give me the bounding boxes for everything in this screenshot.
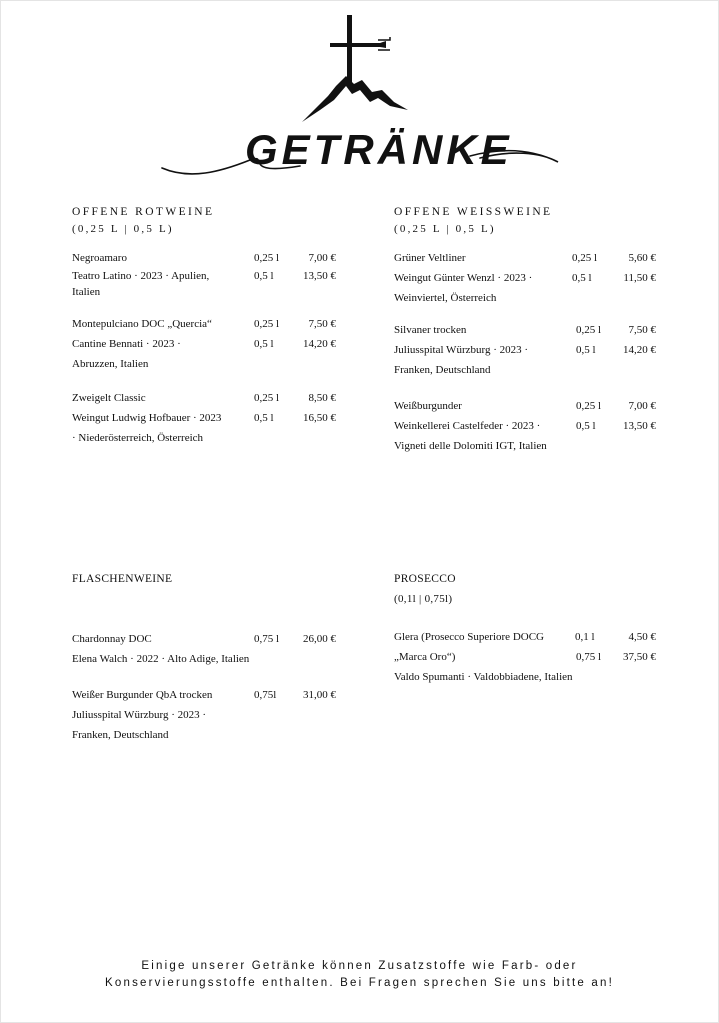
wine-price: 26,00 €: [303, 633, 336, 645]
wine-item: [72, 685, 336, 745]
cross-icon: [347, 15, 352, 85]
section-flaschenweine: [72, 571, 336, 761]
wine-price: 4,50 €: [628, 631, 656, 643]
wine-volume: 0,5 l: [576, 420, 596, 432]
wine-producer: Juliusspital Würzburg · 2023 ·: [394, 344, 529, 356]
section-title: OFFENE ROTWEINE: [72, 206, 215, 218]
wine-name-cont: „Marca Oro“): [394, 651, 456, 663]
wine-origin: Juliusspital Würzburg · 2023 · Franken, Deutschland: [72, 709, 207, 741]
wine-name: Glera (Prosecco Superiore DOCG: [394, 631, 544, 643]
wine-item: [72, 388, 336, 448]
section-sizes: (0,1l | 0,75l): [394, 593, 453, 605]
wine-producer: Weingut Günter Wenzl · 2023 ·: [394, 272, 533, 284]
wine-item: [394, 320, 656, 380]
wine-name: Silvaner trocken: [394, 324, 467, 336]
page-title: GETRÄNKE: [245, 126, 513, 173]
wine-name: Weißer Burgunder QbA trocken: [72, 689, 213, 701]
section-sizes: (0,25 L | 0,5 L): [72, 223, 174, 235]
wine-producer: Weingut Ludwig Hofbauer · 2023: [72, 412, 222, 424]
wine-price: 11,50 €: [623, 272, 656, 284]
wine-item: [394, 248, 656, 308]
footer-note: [0, 958, 719, 992]
wine-volume: 0,75 l: [576, 651, 602, 663]
wine-name: Chardonnay DOC: [72, 633, 152, 645]
wine-volume: 0,25 l: [254, 252, 280, 264]
wine-volume: 0,5 l: [572, 272, 592, 284]
wine-name: Montepulciano DOC „Quercia“: [72, 318, 212, 330]
wine-price: 7,50 €: [628, 324, 656, 336]
mountain-icon: [302, 76, 408, 122]
wine-volume: 0,25 l: [576, 400, 602, 412]
section-weissweine: [394, 204, 656, 472]
wine-item: [394, 627, 656, 687]
wine-volume: 0,75 l: [254, 633, 280, 645]
wine-volume: 0,25 l: [576, 324, 602, 336]
header-logo: [150, 10, 570, 185]
section-sizes: (0,25 L | 0,5 L): [394, 223, 496, 235]
wine-origin: Vigneti delle Dolomiti IGT, Italien: [394, 440, 547, 452]
wine-volume: 0,5 l: [254, 412, 274, 424]
wine-price: 16,50 €: [303, 412, 336, 424]
wine-producer: Cantine Bennati · 2023 ·: [72, 338, 181, 350]
section-title: FLASCHENWEINE: [72, 573, 173, 585]
wine-item: [394, 396, 656, 456]
wine-volume: 0,25 l: [572, 252, 598, 264]
footer-line: Einige unserer Getränke können Zusatzstoffe wie Farb- oder: [141, 960, 578, 972]
wine-price: 13,50 €: [303, 270, 336, 282]
wine-item: [72, 314, 336, 374]
wine-price: 7,00 €: [628, 400, 656, 412]
wine-item: [72, 629, 336, 669]
wine-producer: Teatro Latino · 2023 · Apulien,: [72, 270, 210, 282]
section-title: PROSECCO: [394, 573, 456, 585]
wine-name: Grüner Veltliner: [394, 252, 466, 264]
wine-volume: 0,5 l: [254, 270, 274, 282]
wine-price: 5,60 €: [628, 252, 656, 264]
wine-price: 8,50 €: [308, 392, 336, 404]
wine-origin: Weinviertel, Österreich: [394, 292, 497, 304]
wine-price: 14,20 €: [303, 338, 336, 350]
wine-name: Zweigelt Classic: [72, 392, 146, 404]
wine-origin: Italien: [72, 286, 101, 298]
section-title: OFFENE WEISSWEINE: [394, 206, 553, 218]
wine-price: 14,20 €: [623, 344, 656, 356]
footer-line: Konservierungsstoffe enthalten. Bei Fragen sprechen Sie uns bitte an!: [105, 977, 614, 989]
wine-volume: 0,25 l: [254, 392, 280, 404]
wine-volume: 0,5 l: [254, 338, 274, 350]
wine-name: Weißburgunder: [394, 400, 462, 412]
wine-price: 7,50 €: [308, 318, 336, 330]
wine-price: 7,00 €: [308, 252, 336, 264]
wine-origin: Valdo Spumanti · Valdobbiadene, Italien: [394, 671, 573, 683]
section-prosecco: [394, 571, 656, 703]
wine-volume: 0,75l: [254, 689, 277, 701]
wine-price: 13,50 €: [623, 420, 656, 432]
wine-origin: Abruzzen, Italien: [72, 358, 149, 370]
wine-volume: 0,1 l: [575, 631, 595, 643]
wine-price: 37,50 €: [623, 651, 656, 663]
wine-price: 31,00 €: [303, 689, 336, 701]
wine-volume: 0,25 l: [254, 318, 280, 330]
wine-volume: 0,5 l: [576, 344, 596, 356]
wine-origin: · Niederösterreich, Österreich: [72, 432, 204, 444]
wine-producer: Weinkellerei Castelfeder · 2023 ·: [394, 420, 541, 432]
wine-item: [72, 248, 336, 301]
wine-origin: Franken, Deutschland: [394, 364, 491, 376]
wine-origin: Elena Walch · 2022 · Alto Adige, Italien: [72, 653, 250, 665]
wine-name: Negroamaro: [72, 252, 127, 264]
logo-graphic: [150, 10, 570, 185]
section-rotweine: [72, 204, 336, 464]
